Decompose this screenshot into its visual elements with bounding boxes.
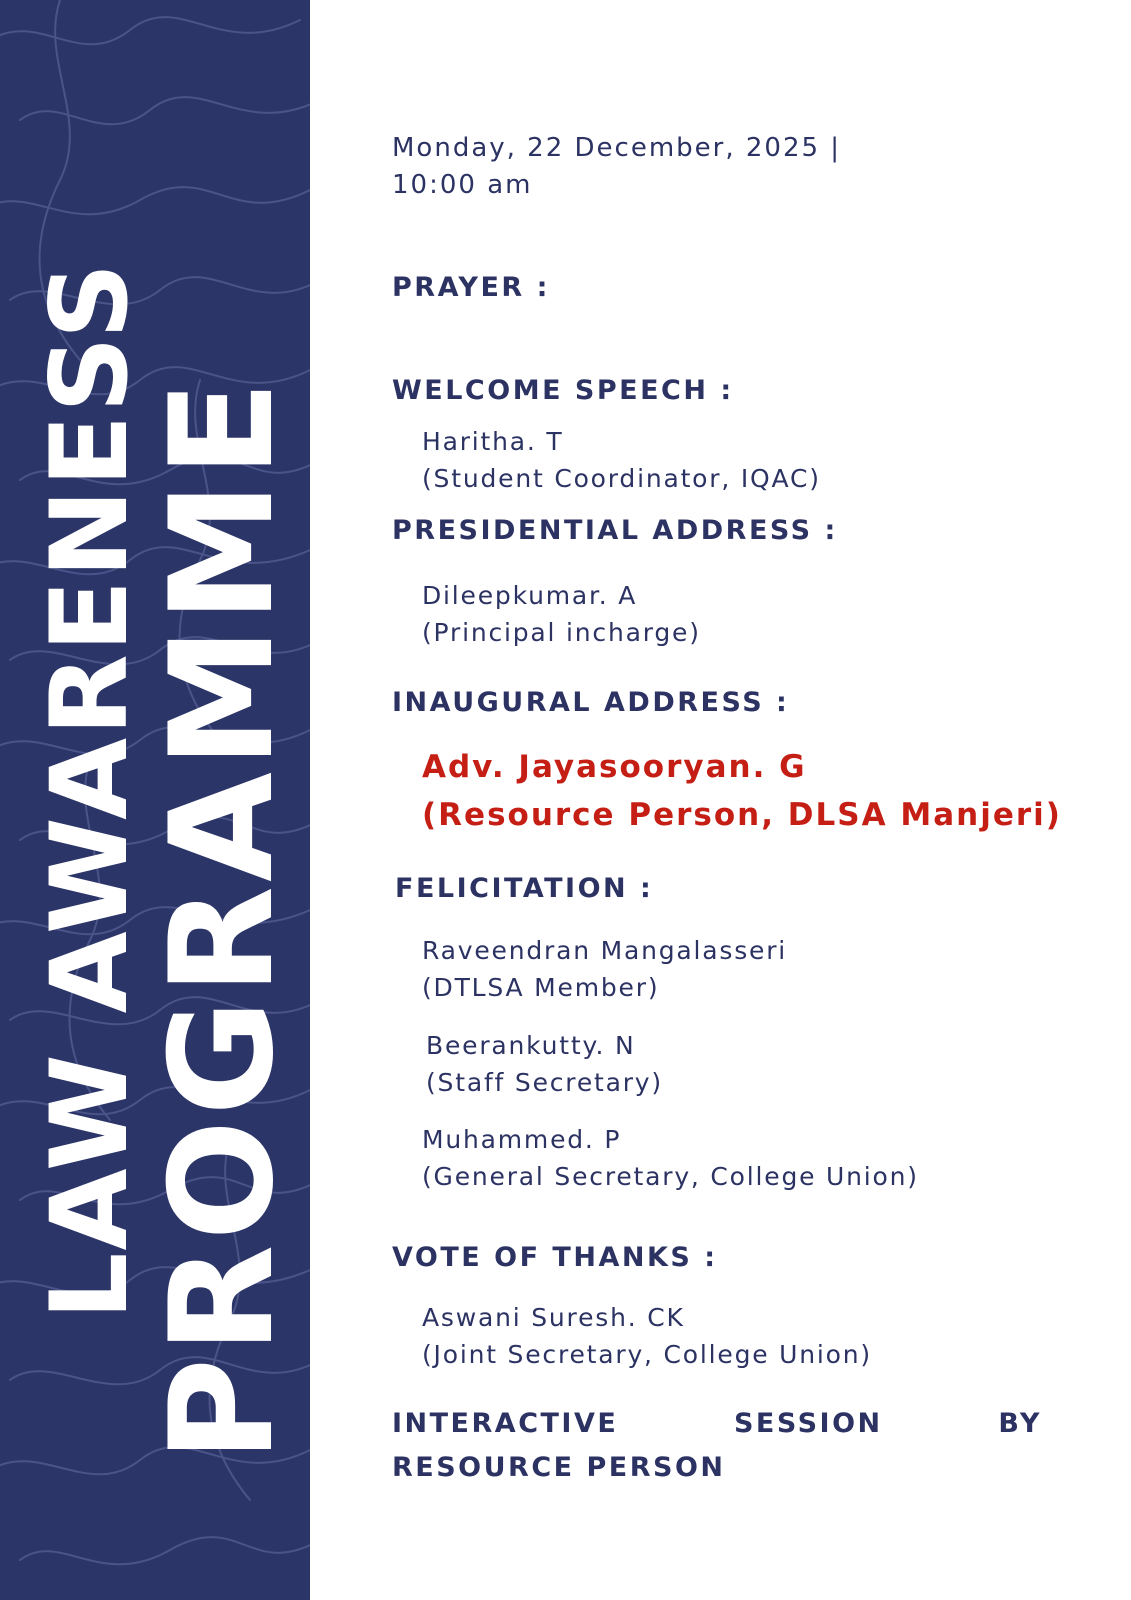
session-word: SESSION	[733, 1408, 883, 1439]
prayer-heading: PRAYER :	[392, 272, 550, 303]
speaker-name: Dileepkumar. A	[422, 581, 638, 610]
speaker-name: Beerankutty. N	[426, 1031, 636, 1060]
event-time: 10:00 am	[392, 170, 533, 200]
title-programme: PROGRAMME	[140, 376, 305, 1462]
speaker-role: (Principal incharge)	[422, 618, 701, 647]
interactive-word: INTERACTIVE	[392, 1408, 619, 1439]
felicitation-speaker	[422, 932, 787, 1006]
speaker-name: Raveendran Mangalasseri	[422, 936, 788, 965]
speaker-role: (DTLSA Member)	[422, 973, 660, 1002]
speaker-name: Aswani Suresh. CK	[422, 1303, 685, 1332]
speaker-role: (Staff Secretary)	[426, 1068, 663, 1097]
speaker-name: Adv. Jayasooryan. G	[422, 749, 807, 785]
felicitation-heading: FELICITATION :	[395, 873, 654, 904]
welcome-speaker	[422, 423, 821, 497]
vote-of-thanks-heading: VOTE OF THANKS :	[392, 1242, 718, 1273]
speaker-role: (Joint Secretary, College Union)	[422, 1340, 872, 1369]
resource-person-line: RESOURCE PERSON	[392, 1452, 726, 1483]
inaugural-speaker	[422, 743, 1062, 839]
speaker-name: Muhammed. P	[422, 1125, 622, 1154]
felicitation-speaker	[422, 1121, 919, 1195]
title-law-awareness: LAW AWARENESS	[28, 260, 151, 1320]
event-date-time	[392, 130, 841, 204]
presidential-speaker	[422, 577, 701, 651]
speaker-role: (General Secretary, College Union)	[422, 1162, 919, 1191]
vote-of-thanks-speaker	[422, 1299, 872, 1373]
presidential-heading: PRESIDENTIAL ADDRESS :	[392, 515, 838, 546]
speaker-role: (Student Coordinator, IQAC)	[422, 464, 821, 493]
by-word: BY	[998, 1408, 1042, 1439]
event-date: Monday, 22 December, 2025 |	[392, 133, 842, 163]
interactive-session-heading	[392, 1408, 1042, 1439]
felicitation-speaker	[426, 1027, 663, 1101]
welcome-heading: WELCOME SPEECH :	[392, 375, 734, 406]
inaugural-heading: INAUGURAL ADDRESS :	[392, 687, 790, 718]
speaker-name: Haritha. T	[422, 427, 564, 456]
speaker-role: (Resource Person, DLSA Manjeri)	[422, 797, 1062, 833]
